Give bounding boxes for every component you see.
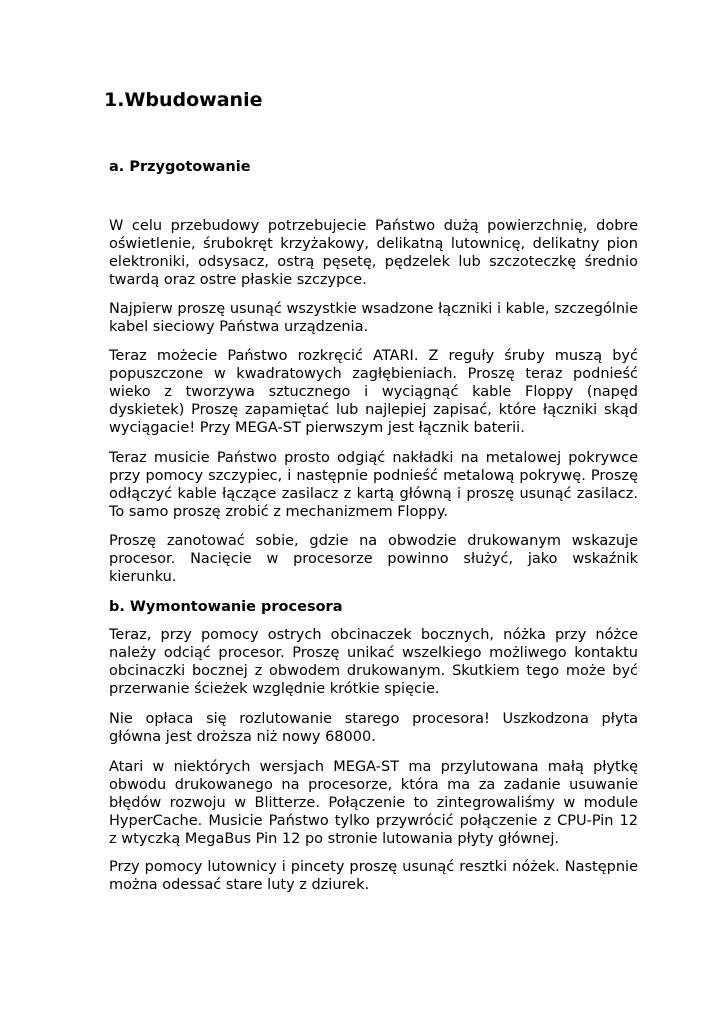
section-heading-preparation: a. Przygotowanie xyxy=(109,159,251,175)
paragraph-metal-cover: Teraz musicie Państwo prosto odgiąć nakładki na metalowej pokrywce przy pomocy szczypiec, i następnie podnieść metalową pokrywę. Proszę odłączyć kable łączące zasilacz z kartą główną i proszę usunąć zasilacz. To samo proszę zrobić z mechanizmem Floppy. xyxy=(109,450,638,520)
paragraph-tools: W celu przebudowy potrzebujecie Państwo dużą powierzchnię, dobre oświetlenie, śrubokręt krzyżakowy, delikatną lutownicę, delikatny pion elektroniki, odsysacz, ostrą pęsetę, pędzelek lub szczoteczkę średnio twardą oraz ostre płaskie szczypce. xyxy=(109,218,638,288)
paragraph-open-case: Teraz możecie Państwo rozkręcić ATARI. Z reguły śruby muszą być popuszczone w kwadratowych zagłębieniach. Proszę teraz podnieść wieko z tworzywa sztucznego i wyciągnąć kable Floppy (napęd dyskietek) Proszę zapamiętać lub najlepiej zapisać, które łączniki skąd wyciągacie! Przy MEGA-ST pierwszym jest łącznik baterii. xyxy=(109,348,638,436)
paragraph-disconnect: Najpierw proszę usunąć wszystkie wsadzone łączniki i kable, szczególnie kabel sieciowy Państwa urządzenia. xyxy=(109,301,638,335)
paragraph-no-desolder: Nie opłaca się rozlutowanie starego procesora! Uszkodzona płyta główna jest droższa niż nowy 68000. xyxy=(109,711,638,745)
paragraph-remove-pins: Przy pomocy lutownicy i pincety proszę usunąć resztki nóżek. Następnie można odessać stare luty z dziurek. xyxy=(109,859,638,893)
section-heading-cpu-removal: b. Wymontowanie procesora xyxy=(109,599,343,615)
paragraph-note-cpu: Proszę zanotować sobie, gdzie na obwodzie drukowanym wskazuje procesor. Nacięcie w procesorze powinno służyć, jako wskaźnik kierunku. xyxy=(109,533,638,585)
chapter-heading: 1.Wbudowanie xyxy=(104,89,263,111)
paragraph-cut-cpu: Teraz, przy pomocy ostrych obcinaczek bocznych, nóżka przy nóżce należy odciąć procesor. Proszę unikać wszelkiego możliwego kontaktu obcinaczki bocznej z obwodem drukowanym. Skutkiem tego może być przerwanie ścieżek względnie krótkie spięcie. xyxy=(109,627,638,697)
paragraph-mega-st: Atari w niektórych wersjach MEGA-ST ma przylutowana małą płytkę obwodu drukowanego na procesorze, która ma za zadanie usuwanie błędów rozwoju w Blitterze. Połączenie to zintegrowaliśmy w module HyperCache. Musicie Państwo tylko przywrócić połączenie z CPU-Pin 12 z wtyczką MegaBus Pin 12 po stronie lutowania płyty głównej. xyxy=(109,759,638,847)
